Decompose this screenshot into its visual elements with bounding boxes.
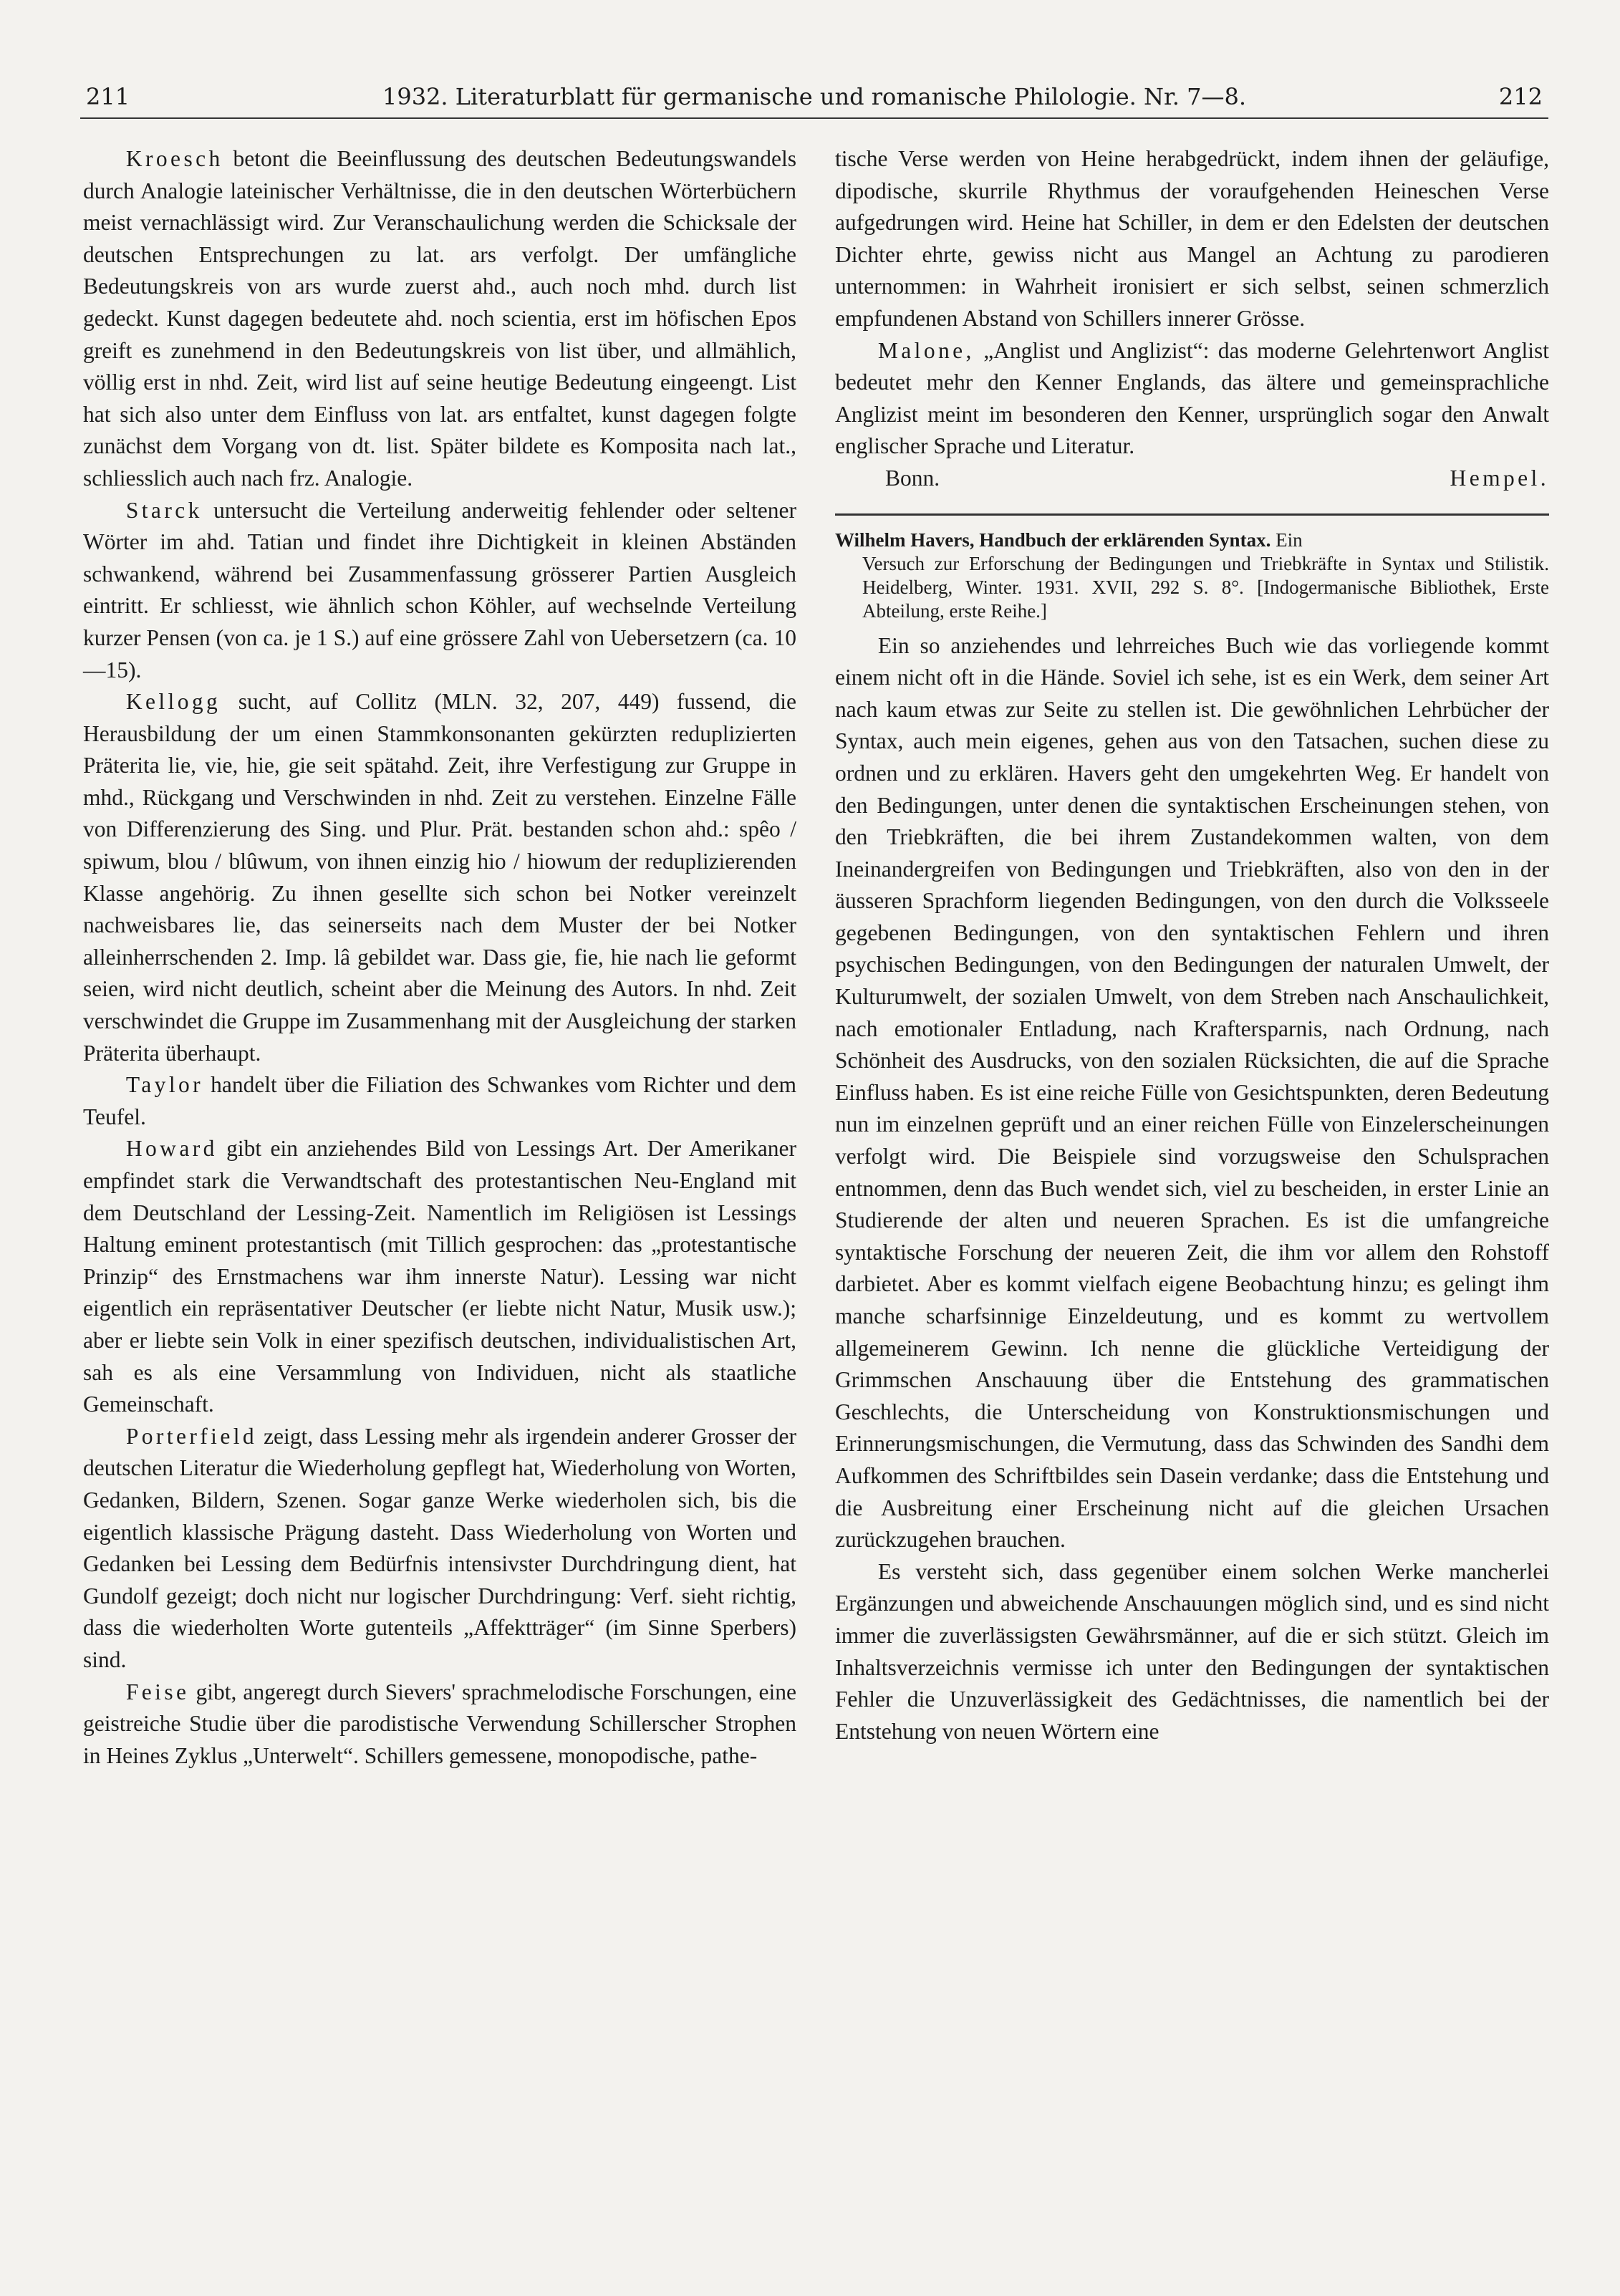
paragraph bbox=[83, 143, 796, 495]
author-name: Kellogg bbox=[125, 689, 221, 715]
review-signature bbox=[835, 463, 1549, 495]
paragraph-text: betont die Beeinflussung des deutschen Bedeutungswandels durch Analogie lateinischer Verhältnisse, die in den deutschen Wörterbüchern meist vernachlässigt wird. Zur Veranschaulichung werden die Schicksale der deutschen Entsprechungen zu lat. ars verfolgt. Der umfängliche Bedeutungskreis von ars wurde zuerst ahd., auch noch mhd. durch list gedeckt. Kunst dagegen bedeutete ahd. noch scientia, erst im höfischen Epos greift es zunehmend in den Bedeutungskreis von list über, und allmählich, völlig erst in nhd. Zeit, wird list auf seine heutige Bedeutung eingeengt. List hat sich also unter dem Einfluss von lat. ars entfaltet, kunst dagegen folgte zunächst dem Vorgang von dt. list. Später bildete es Komposita nach lat., schliesslich auch nach frz. Analogie. bbox=[83, 146, 796, 491]
running-header bbox=[80, 77, 1548, 119]
paragraph-text: sucht, auf Collitz (MLN. 32, 207, 449) fussend, die Herausbildung der um einen Stammkonsonanten gekürzten reduplizierten Präterita lie, vie, hie, gie seit spätahd. Zeit, ihre Verfestigung zur Gruppe in mhd., Rückgang und Verschwinden in nhd. Zeit zu verstehen. Einzelne Fälle von Differenzierung des Sing. und Plur. Prät. bestanden schon ahd.: spêo / spiwum, blou / blûwum, von ihnen einzig hio / hiowum der reduplizierenden Klasse angehörig. Zu ihnen gesellte sich schon bei Notker vereinzelt nachweisbares lie, das seinerseits nach dem Muster der bei Notker alleinherrschenden 2. Imp. lâ gebildet war. Dass gie, fie, hie nach lie geformt seien, wird nicht deutlich, scheint aber die Meinung des Autors. In nhd. Zeit verschwindet die Gruppe im Zusammenhang mit der Ausgleichung der starken Präterita überhaupt. bbox=[83, 689, 796, 1066]
author-name: Porterfield bbox=[125, 1423, 258, 1449]
left-column bbox=[83, 143, 796, 1772]
paragraph: Ein so anziehendes und lehrreiches Buch wie das vorliegende kommt einem nicht oft in die Hände. Soviel ich sehe, ist es ein Werk, dem seiner Art nach kaum etwas zur Seite zu stellen ist. Die gewöhnlichen Lehrbücher der Syntax, auch mein eigenes, gehen aus von den Tatsachen, suchen diese zu ordnen und zu erklären. Havers geht den umgekehrten Weg. Er handelt von den Bedingungen, unter denen die syntaktischen Erscheinungen stehen, von den Triebkräften, die bei ihrem Zustandekommen walten, von dem Ineinandergreifen von Bedingungen und Triebkräften, also von den in der äusseren Sprachform liegenden Bedingungen, von den durch die Volksseele gegebenen Bedingungen, von den syntaktischen Fehlern und ihren psychischen Bedingungen, von den Bedingungen der naturalen Umwelt, der Kulturumwelt, der sozialen Umwelt, von dem Streben nach Anschaulichkeit, nach emotionaler Entladung, nach Kraftersparnis, nach Ordnung, nach Schönheit des Ausdrucks, von den sozialen Rücksichten, die auf die Sprache Einfluss haben. Es ist eine reiche Fülle von Gesichtspunkten, deren Bedeutung nun im einzelnen geprüft und an einer reichen Fülle von Einzelerscheinungen verfolgt wird. Die Beispiele sind vorzugsweise den Schulsprachen entnommen, denn das Buch wendet sich, viel zu bescheiden, in erster Linie an Studierende der alten und neueren Sprachen. Es ist die umfangreiche syntaktische Forschung der neueren Zeit, die ihm vor allem den Rohstoff darbietet. Aber es kommt vielfach eigene Beobachtung hinzu; es gelingt ihm manche scharfsinnige Einzeldeutung, und es kommt zu wertvollem allgemeinerem Gewinn. Ich nenne die glückliche Verteidigung der Grimmschen Anschauung über die Entstehung des grammatischen Geschlechts, die Unterscheidung von Konstruktionsmischungen und Erinnerungsmischungen, die Vermutung, dass das Schwinden des Sandhi dem Aufkommen des Schriftbildes sein Dasein verdanke; dass die Entstehung und die Ausbreitung einer Erscheinung nicht auf die gleichen Ursachen zurückzugehen brauchen. bbox=[835, 632, 1549, 1553]
paragraph: Es versteht sich, dass gegenüber einem solchen Werke mancherlei Ergänzungen und abweichende Anschauungen möglich sind, und es sind nicht immer die zuverlässigsten Gewährsmänner, auf die er sich stützt. Gleich im Inhaltsverzeichnis vermisse ich unter den Bedingungen der syntaktischen Fehler die Unzuverlässigkeit des Gedächtnisses, die namentlich bei der Entstehung von neuen Wörtern eine bbox=[835, 1558, 1549, 1744]
paragraph-text: „Anglist und Anglizist“: das moderne Gelehrtenwort Anglist bedeutet mehr den Kenner Englands, das ältere und gemeinsprachliche Anglizist meint im besonderen den Kenner, ursprünglich sogar den Anwalt englischer Sprache und Literatur. bbox=[835, 337, 1549, 459]
paragraph-text: zeigt, dass Lessing mehr als irgendein anderer Grosser der deutschen Literatur die Wiederholung gepflegt hat, Wiederholung von Worten, Gedanken, Bildern, Szenen. Sogar ganze Werke wiederholen sich, bis die eigentlich klassische Prägung dasteht. Dass Wiederholung von Worten und Gedanken bei Lessing dem Bedürfnis intensivster Durchdringung dient, hat Gundolf gezeigt; doch nicht nur logischer Durchdringung: Verf. sieht richtig, dass die wiederholten Worte gutenteils „Affektträger“ (im Sinne Sperbers) sind. bbox=[83, 1423, 797, 1672]
reviewer-name: Hempel. bbox=[1450, 465, 1549, 491]
right-column bbox=[835, 143, 1549, 1747]
author-name: Kroesch bbox=[125, 146, 223, 171]
paragraph: tische Verse werden von Heine herabgedrückt, indem ihnen der geläufige, dipodische, skurrile Rhythmus der voraufgehenden Heineschen Verse aufgedrungen wird. Heine hat Schiller, in dem er den Edelsten der deutschen Dichter ehrte, gewiss nicht aus Mangel an Achtung zu parodieren unternommen: in Wahrheit ironisiert er sich selbst, seinen schmerzlich empfundenen Abstand von Schillers innerer Grösse. bbox=[835, 146, 1549, 331]
paragraph bbox=[83, 686, 796, 1069]
book-title-tail: Ein bbox=[1276, 529, 1303, 551]
place: Bonn. bbox=[885, 465, 940, 491]
author-name: Taylor bbox=[125, 1072, 204, 1098]
paragraph bbox=[835, 335, 1549, 463]
section-divider bbox=[835, 513, 1549, 516]
book-details: Versuch zur Erforschung der Bedingungen und Triebkräfte in Syntax und Stilistik. Heidelberg, Winter. 1931. XVII, 292 S. 8°. [Indogermanische Bibliothek, Erste Abteilung, erste Reihe.] bbox=[862, 552, 1549, 622]
paragraph-text: gibt, angeregt durch Sievers' sprachmelodische Forschungen, eine geistreiche Studie über die parodistische Verwendung Schillerscher Strophen in Heines Zyklus „Unterwelt“. Schillers gemessene, monopodische, pathe- bbox=[83, 1679, 796, 1768]
author-name: Feise bbox=[125, 1679, 190, 1704]
running-title: 1932. Literaturblatt für germanische und romanische Philologie. Nr. 7—8. bbox=[382, 83, 1246, 110]
paragraph bbox=[83, 1421, 796, 1677]
paragraph-text: gibt ein anziehendes Bild von Lessings Art. Der Amerikaner empfindet stark die Verwandtschaft des protestantischen Neu-England mit dem Deutschland der Lessing-Zeit. Namentlich im Religiösen ist Lessings Haltung eminent protestantisch (mit Tillich gesprochen: das „protestantische Prinzip“ des Ernstmachens war ihm innerste Natur). Lessing war nicht eigentlich ein repräsentativer Deutscher (er liebte nicht Natur, Musik usw.); aber er liebte sein Volk in einer spezifisch deutschen, individualistischen Art, sah es als eine Versammlung von Individuen, nicht als staatliche Gemeinschaft. bbox=[83, 1136, 797, 1417]
author-name: Malone, bbox=[877, 337, 975, 363]
paragraph-text: handelt über die Filiation des Schwankes vom Richter und dem Teufel. bbox=[83, 1072, 797, 1129]
author-name: Starck bbox=[125, 497, 203, 523]
paragraph bbox=[83, 1677, 796, 1772]
page-number-left: 211 bbox=[86, 83, 130, 110]
paragraph bbox=[83, 1133, 796, 1420]
bibliographic-entry bbox=[835, 529, 1549, 623]
paragraph-text: untersucht die Verteilung anderweitig fehlender oder seltener Wörter im ahd. Tatian und findet ihre Dichtigkeit in kleinen Abständen schwankend, während bei Zusammenfassung grösserer Partien Ausgleich eintritt. Er schliesst, wie ähnlich schon Köhler, auf wechselnde Verteilung kurzer Pensen (von ca. je 1 S.) auf eine grössere Zahl von Uebersetzern (ca. 10—15). bbox=[83, 497, 797, 682]
author-name: Howard bbox=[125, 1136, 218, 1162]
book-title: Wilhelm Havers, Handbuch der erklärenden Syntax. bbox=[835, 529, 1271, 551]
paragraph bbox=[83, 1069, 796, 1133]
paragraph bbox=[83, 495, 796, 687]
page-number-right: 212 bbox=[1498, 83, 1543, 110]
